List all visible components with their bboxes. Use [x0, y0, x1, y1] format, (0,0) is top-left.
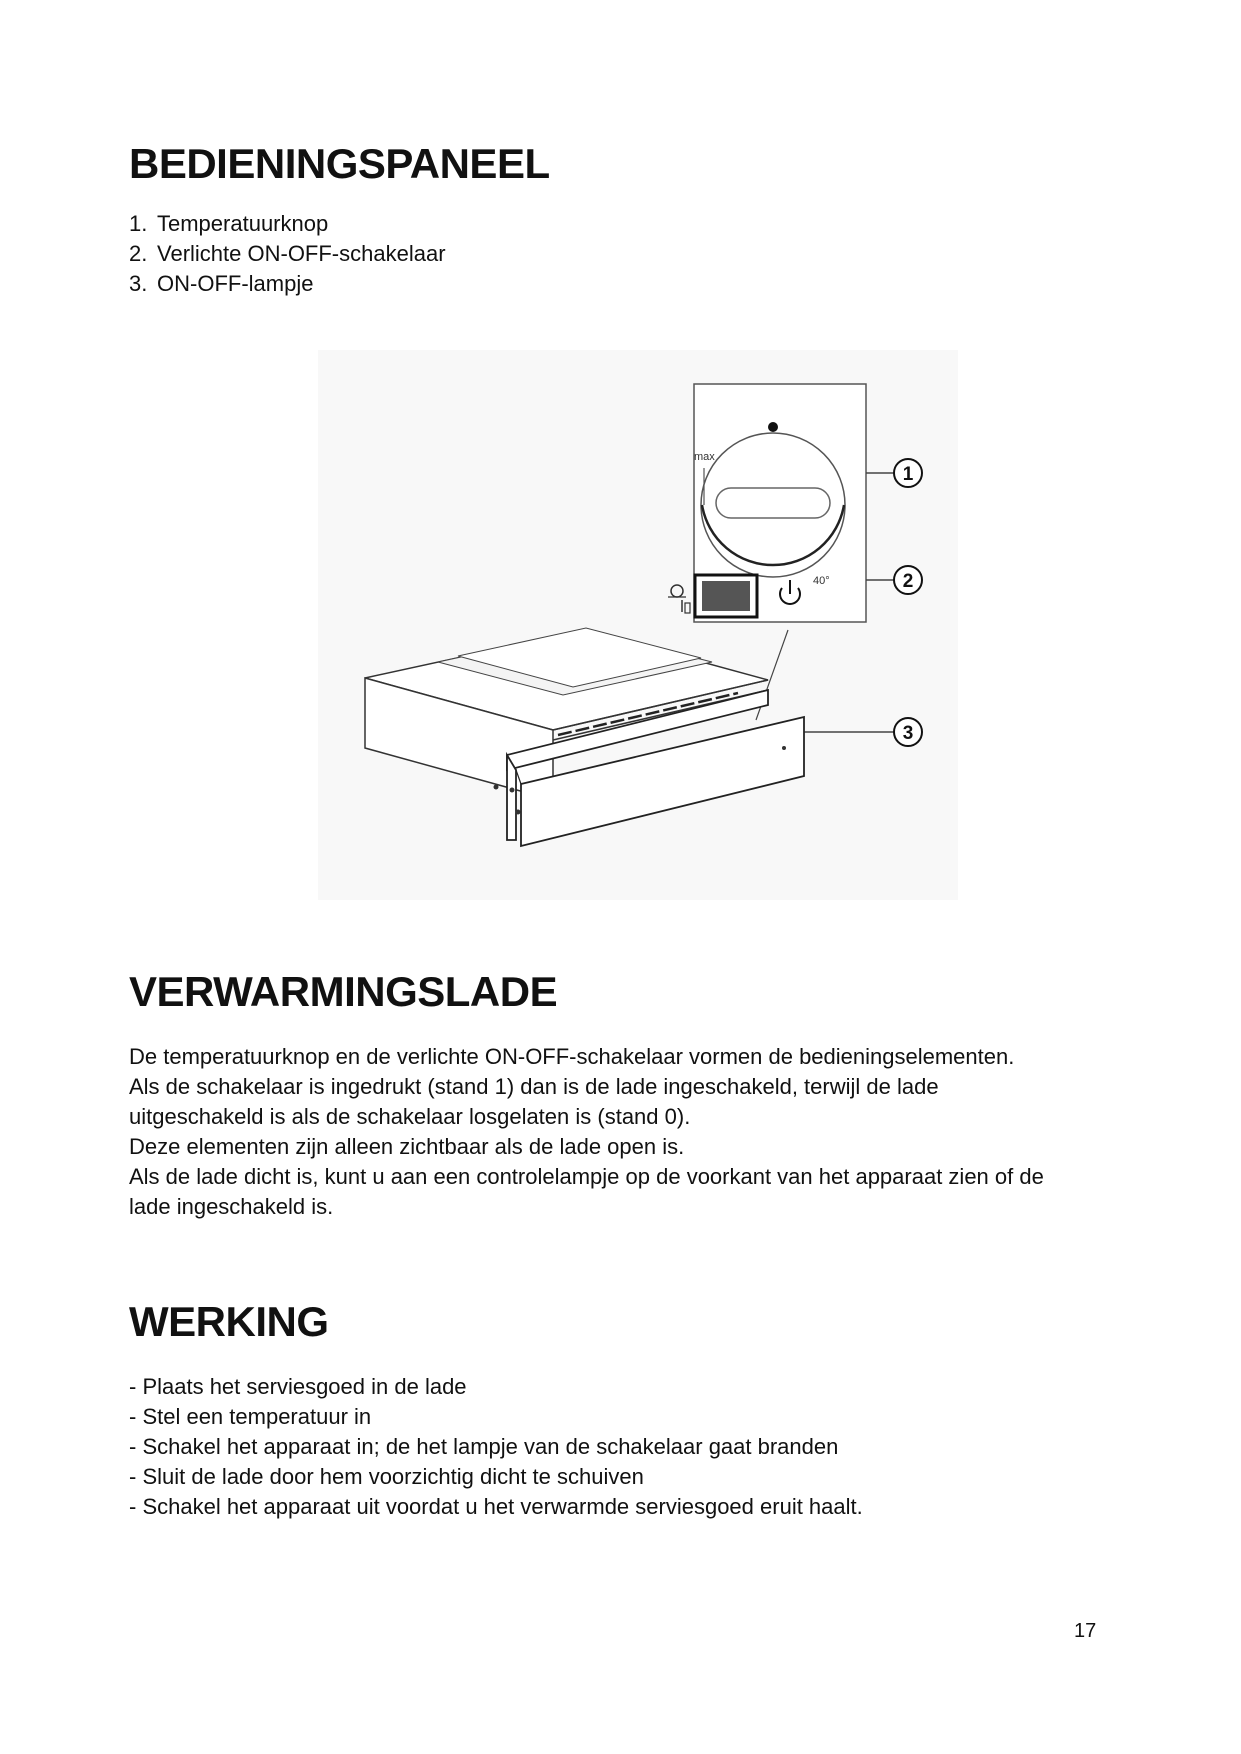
callout-number: 2: [902, 571, 914, 592]
callout-number: 1: [902, 464, 914, 485]
section-title-drawer: VERWARMINGSLADE: [129, 968, 558, 1015]
list-item: 1. Temperatuurknop: [129, 211, 329, 236]
list-item: - Stel een temperatuur in: [129, 1404, 372, 1429]
warming-drawer-diagram: [318, 350, 958, 900]
section-title-control-panel: BEDIENINGSPANEEL: [129, 140, 550, 187]
section-title-operation: WERKING: [129, 1298, 329, 1345]
indicator-lamp: [782, 746, 786, 750]
list-item: 2. Verlichte ON-OFF-schakelaar: [129, 241, 446, 266]
list-item: - Schakel het apparaat uit voordat u het verwarmde serviesgoed eruit haalt.: [129, 1494, 863, 1519]
page-number: 17: [1074, 1620, 1097, 1642]
drawer-description: De temperatuurknop en de verlichte ON-OFF-schakelaar vormen de bedieningselementen. Als de schakelaar is ingedrukt (stand 1) dan is de lade ingeschakeld, terwijl de lade uitgeschakeld is als de schakelaar losgelaten is (stand 0). Deze elementen zijn alleen zichtbaar als de lade open is. Als de lade dicht is, kunt u aan een controlelampje op de voorkant van het apparaat zien of de lade ingeschakeld is.: [129, 1044, 1044, 1219]
dial-label-max: max: [694, 451, 715, 463]
on-off-switch: [695, 575, 757, 617]
list-item: - Plaats het serviesgoed in de lade: [129, 1374, 467, 1399]
operation-steps: [129, 1372, 863, 1522]
list-item: - Schakel het apparaat in; de het lampje van de schakelaar gaat branden: [129, 1434, 839, 1459]
list-item: - Sluit de lade door hem voorzichtig dicht te schuiven: [129, 1464, 644, 1489]
dial-label-40: 40°: [813, 575, 830, 587]
callout-number: 3: [902, 723, 914, 744]
list-item: 3. ON-OFF-lampje: [129, 271, 314, 296]
control-panel-list: [129, 209, 446, 299]
